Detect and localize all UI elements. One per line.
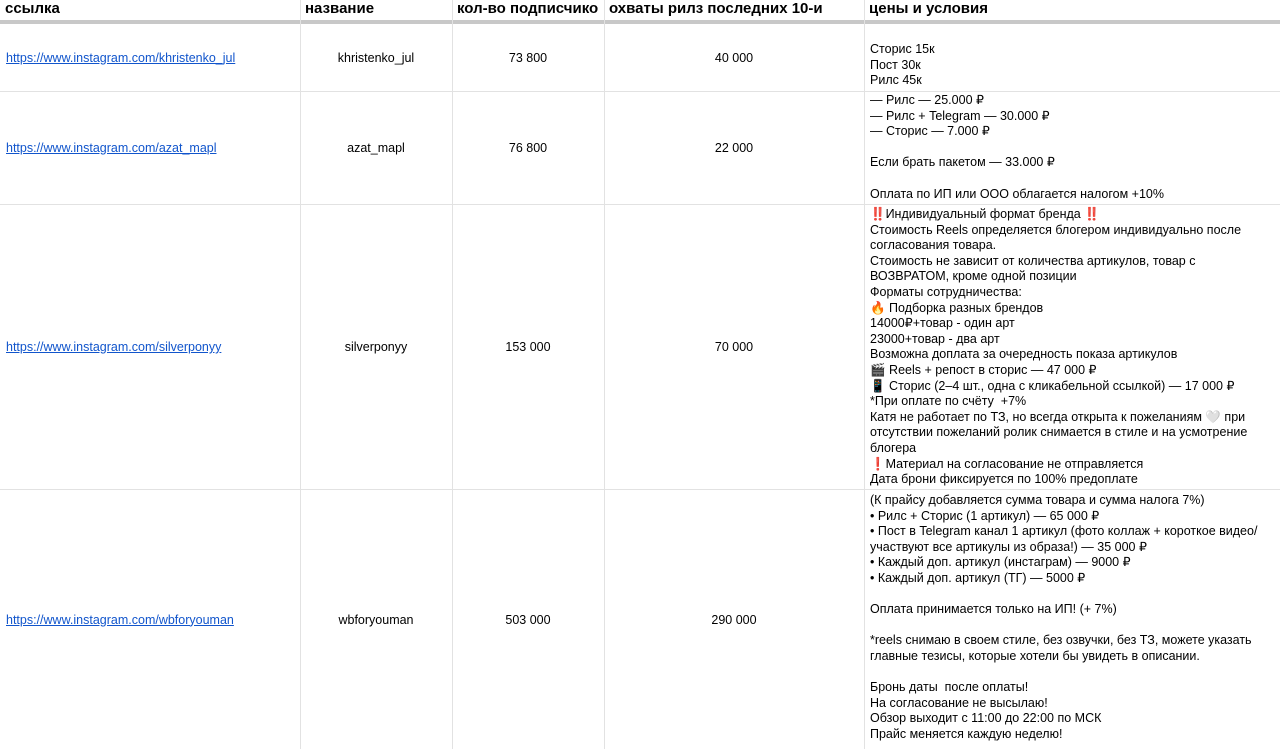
name-cell[interactable]: azat_mapl — [347, 141, 405, 155]
header-link[interactable]: ссылка — [5, 0, 60, 17]
name-cell[interactable]: khristenko_jul — [337, 50, 415, 65]
terms-cell[interactable] — [864, 490, 1280, 749]
terms-text: — Рилс — 25.000 ₽ — Рилс + Telegram — 30.000 ₽ — Сторис — 7.000 ₽ Если брать пакетом — 33.000 ₽ Оплата по ИП или ООО облагается налогом +10% — [870, 93, 1164, 201]
header-reach[interactable]: охваты рилз последних 10-и — [609, 0, 823, 17]
link-cell[interactable] — [0, 92, 300, 204]
terms-cell[interactable] — [864, 205, 1280, 489]
followers-cell[interactable]: 503 000 — [505, 612, 551, 627]
table-row — [0, 490, 1280, 749]
name-cell[interactable]: silverponyy — [344, 340, 408, 354]
header-row — [0, 0, 1280, 20]
header-followers[interactable]: кол-во подписчико — [457, 0, 599, 17]
followers-cell[interactable]: 76 800 — [508, 141, 548, 155]
header-name[interactable]: название — [305, 0, 375, 17]
table-row — [0, 205, 1280, 490]
reach-cell[interactable]: 40 000 — [714, 50, 754, 65]
terms-cell[interactable] — [864, 24, 1280, 91]
table-row — [0, 92, 1280, 205]
link-cell[interactable] — [0, 24, 300, 91]
profile-link[interactable]: https://www.instagram.com/khristenko_jul — [6, 50, 236, 65]
table-row — [0, 24, 1280, 92]
profile-link[interactable]: https://www.instagram.com/azat_mapl — [6, 141, 217, 155]
header-terms[interactable]: цены и условия — [869, 0, 988, 17]
reach-cell[interactable]: 22 000 — [714, 141, 754, 155]
profile-link[interactable]: https://www.instagram.com/wbforyouman — [6, 612, 234, 627]
terms-cell[interactable] — [864, 92, 1280, 204]
terms-text: Сторис 15к Пост 30к Рилс 45к — [870, 42, 935, 88]
reach-cell[interactable]: 70 000 — [714, 340, 754, 354]
profile-link[interactable]: https://www.instagram.com/silverponyy — [6, 340, 222, 354]
terms-text: (К прайсу добавляется сумма товара и сумма налога 7%) • Рилс + Сторис (1 артикул) — 65 000 ₽ • Пост в Telegram канал 1 артикул (фото коллаж + короткое видео/ участвуют все артикулы из образа!) — 35 000 ₽ • Каждый доп. артикул (инстаграм) — 9000 ₽ • Каждый доп. артикул (ТГ) — 5000 ₽ Оплата принимается только на ИП! (+ 7%) *reels снимаю в своем стиле, без озвучки, без ТЗ, можете указать главные тезисы, которые хотели бы увидеть в описании. Бронь даты после оплаты! На согласование не высылаю! Обзор выходит с 11:00 до 22:00 по МСК Прайс меняется каждую неделю! — [870, 493, 1258, 741]
link-cell[interactable] — [0, 490, 300, 749]
followers-cell[interactable]: 73 800 — [508, 50, 548, 65]
name-cell[interactable]: wbforyouman — [338, 612, 414, 627]
terms-text: ‼️Индивидуальный формат бренда ‼️ Стоимость Reels определяется блогером индивидуально после согласования товара. Стоимость не зависит от количества артикулов, товар с ВОЗВРАТОМ, кроме одной позиции Форматы сотрудничества: 🔥 Подборка разных брендов 14000₽+товар - один арт 23000+товар - два арт Возможна доплата за очередность показа артикулов 🎬 Reels + репост в сторис — 47 000 ₽ 📱 Сторис (2–4 шт., одна с кликабельной ссылкой) — 17 000 ₽ *При оплате по счёту +7% Катя не работает по ТЗ, но всегда открыта к пожеланиям 🤍 при отсутствии пожеланий ролик снимается в стиле и на усмотрение блогера ❗️Материал на согласование не отправляется Дата брони фиксируется по 100% предоплате — [870, 207, 1248, 487]
reach-cell[interactable]: 290 000 — [711, 612, 757, 627]
link-cell[interactable] — [0, 205, 300, 489]
followers-cell[interactable]: 153 000 — [505, 340, 551, 354]
